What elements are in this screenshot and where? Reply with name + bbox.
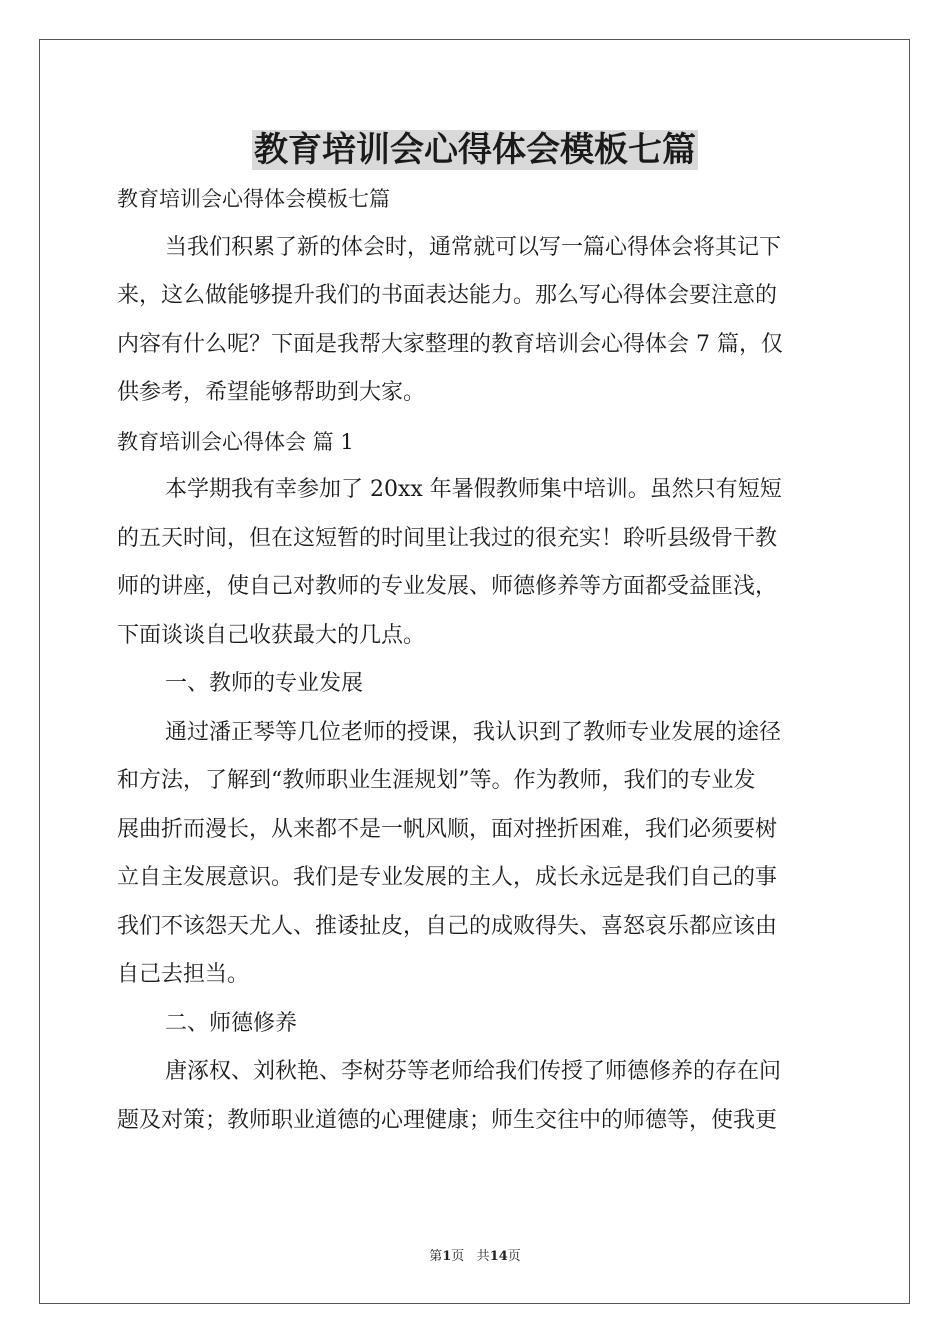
page-prefix: 第 — [429, 1249, 443, 1264]
total-suffix: 页 — [507, 1249, 521, 1264]
subsection-heading: 一、教师的专业发展 — [165, 671, 364, 696]
document-subtitle: 教育培训会心得体会模板七篇 — [117, 187, 390, 211]
paragraph-line: 师的讲座，使自己对教师的专业发展、师德修养等方面都受益匪浅， — [117, 574, 778, 599]
subsection-heading: 二、师德修养 — [165, 1010, 298, 1036]
total-prefix: 共 — [476, 1249, 490, 1264]
document-title-text: 教育培训会心得体会模板七篇 — [254, 130, 696, 170]
page-suffix: 页 — [451, 1249, 465, 1264]
total-pages: 14 — [489, 1249, 508, 1264]
paragraph-line: 当我们积累了新的体会时，通常就可以写一篇心得体会将其记下 — [165, 234, 782, 260]
paragraph-line: 题及对策；教师职业道德的心理健康；师生交往中的师德等，使我更 — [117, 1107, 778, 1133]
paragraph-line: 展曲折而漫长，从来都不是一帆风顺，面对挫折困难，我们必须要树 — [117, 816, 778, 842]
paragraph-line: 的五天时间，但在这短暂的时间里让我过的很充实！聆听县级骨干教 — [117, 525, 778, 551]
paragraph-line: 我们不该怨天尤人、推诿扯皮，自己的成败得失、喜怒哀乐都应该由 — [117, 913, 778, 939]
paragraph-line: 立自主发展意识。我们是专业发展的主人，成长永远是我们自己的事 — [117, 865, 778, 890]
document-body — [117, 175, 837, 1145]
paragraph-line: 通过潘正琴等几位老师的授课，我认识到了教师专业发展的途径 — [165, 719, 782, 745]
paragraph-line: 来，这么做能够提升我们的书面表达能力。那么写心得体会要注意的 — [117, 283, 778, 308]
paragraph-line: 内容有什么呢？下面是我帮大家整理的教育培训会心得体会 7 篇，仅 — [117, 331, 783, 357]
document-title — [0, 126, 950, 174]
paragraph-line: 下面谈谈自己收获最大的几点。 — [117, 622, 426, 648]
paragraph-line: 自己去担当。 — [117, 962, 250, 987]
page-number: 1 — [442, 1249, 452, 1264]
paragraph-line: 本学期我有幸参加了 20xx 年暑假教师集中培训。虽然只有短短 — [165, 477, 782, 502]
section-heading: 教育培训会心得体会 篇 1 — [117, 429, 354, 454]
paragraph-line: 供参考，希望能够帮助到大家。 — [117, 380, 426, 405]
paragraph-line: 和方法，了解到“教师职业生涯规划”等。作为教师，我们的专业发 — [117, 768, 756, 793]
paragraph-line: 唐涿权、刘秋艳、李树芬等老师给我们传授了师德修养的存在问 — [165, 1059, 782, 1084]
page-footer — [0, 1249, 950, 1265]
